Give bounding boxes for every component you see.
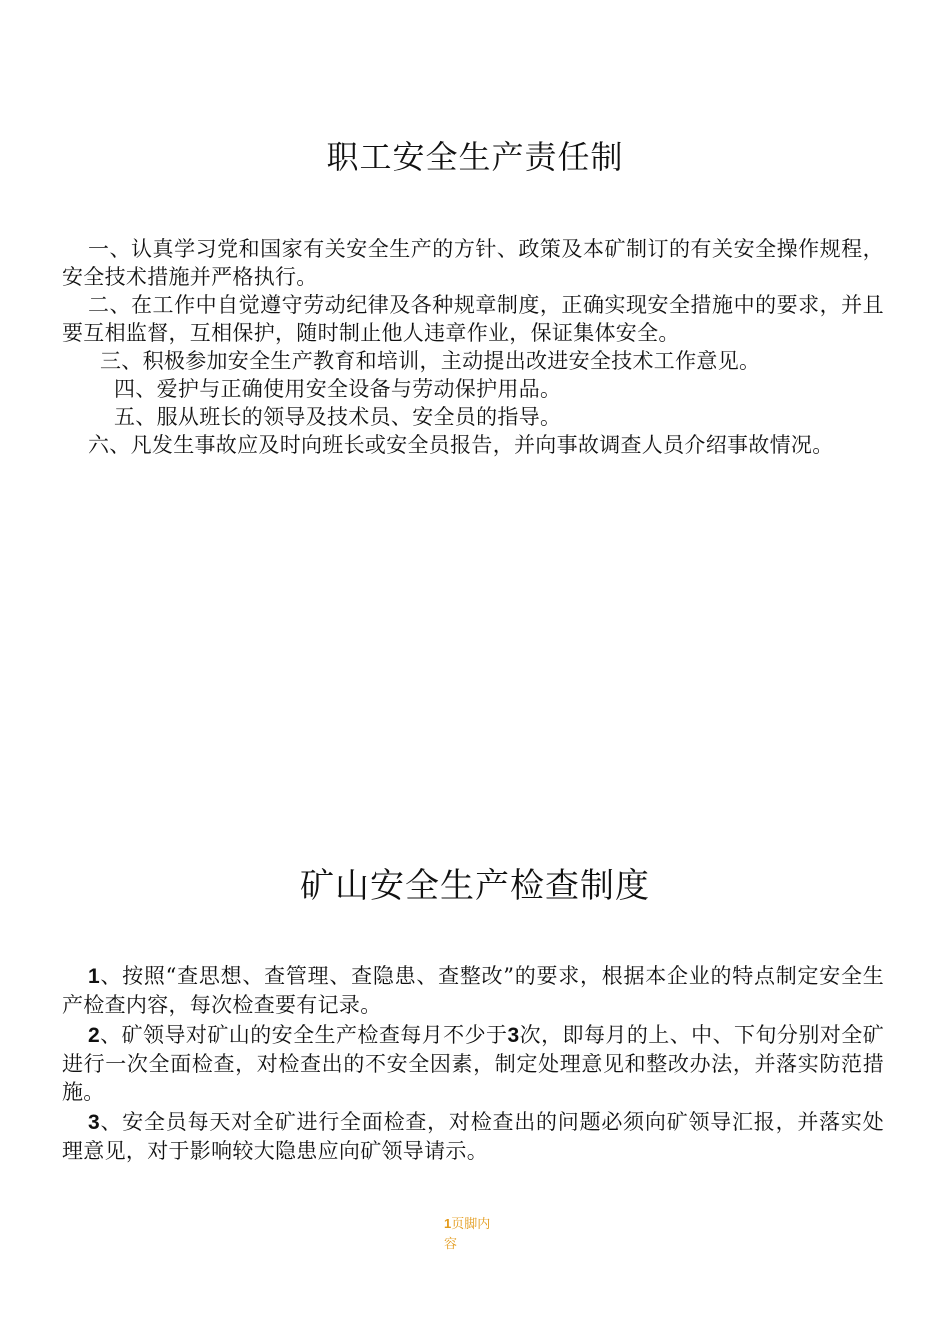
item-number: 3 — [88, 1111, 100, 1134]
inspection-item-1 — [62, 962, 884, 1019]
item-number: 1 — [88, 965, 100, 988]
paragraph-3: 三、积极参加安全生产教育和培训，主动提出改进安全技术工作意见。 — [100, 349, 761, 373]
item-text: 、安全员每天对全矿进行全面检查，对检查出的问题必须向矿领导汇报，并落实处理意见，对于影响较大隐患应向矿领导请示。 — [62, 1110, 884, 1163]
section-title-responsibility: 职工安全生产责任制 — [326, 138, 624, 176]
paragraph-5: 五、服从班长的领导及技术员、安全员的指导。 — [114, 405, 562, 429]
paragraph-2: 二、在工作中自觉遵守劳动纪律及各种规章制度，正确实现安全措施中的要求，并且要互相监督，互相保护，随时制止他人违章作业，保证集体安全。 — [62, 293, 884, 345]
item-number: 2 — [88, 1024, 100, 1047]
item-text: 、按照“查思想、查管理、查隐患、查整改”的要求，根据本企业的特点制定安全生产检查内容，每次检查要有记录。 — [62, 964, 884, 1017]
footer-label: 页脚内容 — [444, 1217, 491, 1252]
inspection-count: 3 — [507, 1024, 520, 1047]
paragraph-4: 四、爱护与正确使用安全设备与劳动保护用品。 — [114, 377, 562, 401]
responsibility-section — [62, 235, 884, 459]
inspection-section — [62, 962, 884, 1167]
inspection-item-3 — [62, 1108, 884, 1165]
section-title-inspection: 矿山安全生产检查制度 — [300, 866, 650, 906]
item-text: 、矿领导对矿山的安全生产检查每月不少于 — [99, 1023, 508, 1047]
paragraph-6: 六、凡发生事故应及时向班长或安全员报告，并向事故调查人员介绍事故情况。 — [88, 433, 834, 457]
paragraph-1: 一、认真学习党和国家有关安全生产的方针、政策及本矿制订的有关安全操作规程，安全技术措施并严格执行。 — [62, 237, 884, 289]
item-text: 次，即每月的上、中、下旬分别对全矿进行一次全面检查，对检查出的不安全因素，制定处理意见和整改办法，并落实防范措施。 — [62, 1023, 884, 1104]
inspection-item-2 — [62, 1021, 884, 1106]
page-footer — [444, 1214, 502, 1255]
footer-page-number: 1 — [444, 1216, 452, 1231]
